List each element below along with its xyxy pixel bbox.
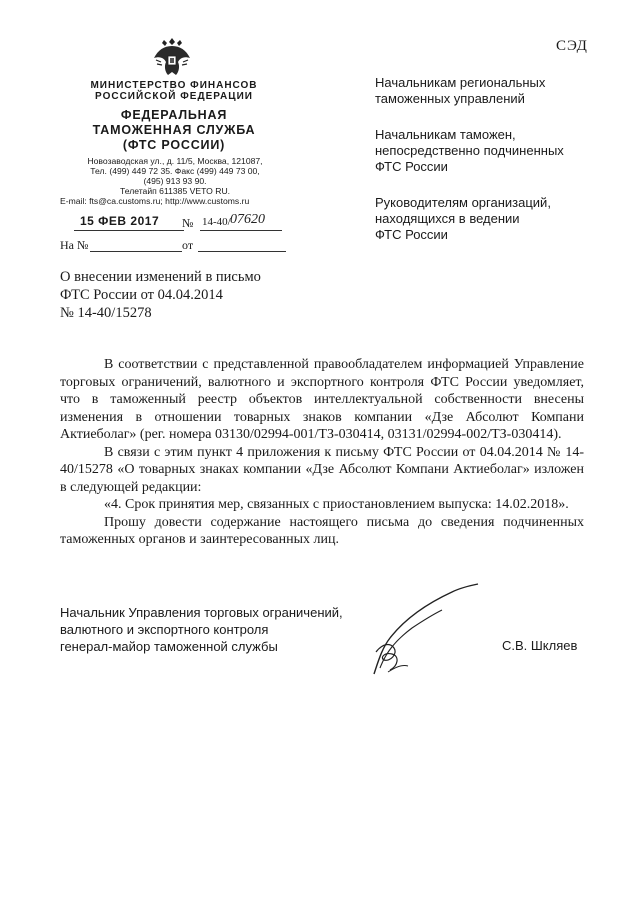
date-field bbox=[74, 214, 184, 231]
addressee-block bbox=[375, 127, 605, 175]
agency-line: (ФТС РОССИИ) bbox=[122, 138, 226, 152]
in-reply-label: На № bbox=[60, 238, 89, 252]
body-paragraph: «4. Срок принятия мер, связанных с приостановлением выпуска: 14.02.2018». bbox=[104, 497, 569, 512]
letter-body bbox=[60, 356, 584, 549]
number-handwritten: 07620 bbox=[230, 212, 265, 227]
contact-info bbox=[60, 156, 290, 206]
addressee-line: Начальникам региональных bbox=[375, 75, 546, 90]
subject-line: № 14-40/15278 bbox=[60, 305, 152, 321]
ministry-line: МИНИСТЕРСТВО ФИНАНСОВ bbox=[90, 80, 258, 91]
coat-of-arms-icon bbox=[152, 34, 192, 78]
signatory-name: С.В. Шкляев bbox=[502, 638, 578, 653]
from-label: от bbox=[182, 238, 194, 252]
subject-line: О внесении изменений в письмо bbox=[60, 269, 261, 285]
from-blank bbox=[198, 251, 286, 252]
in-reply-line bbox=[60, 238, 290, 256]
number-printed: 14-40/ bbox=[202, 216, 231, 228]
addressee-line: непосредственно подчиненных bbox=[375, 143, 564, 158]
addressee-line: Руководителям организаций, bbox=[375, 195, 551, 210]
addressee-block bbox=[375, 195, 605, 243]
letter-date: 15 ФЕВ 2017 bbox=[80, 214, 160, 228]
body-paragraph: В соответствии с представленной правообладателем информацией Управление торговых ограничений, валютного и экспортного контроля ФТС России уведомляет, что в таможенный реестр объектов интеллектуальной собственности внесены изменения в отношении товарных знаков компании «Дзе Абсолют Компани Актиеболаг» (рег. номера 03130/02994-001/ТЗ-030414, 03131/02994-002/ТЗ-030414). bbox=[60, 357, 584, 442]
addressee-line: ФТС России bbox=[375, 159, 448, 174]
body-paragraph: В связи с этим пункт 4 приложения к письму ФТС России от 04.04.2014 № 14-40/15278 «О товарных знаках компании «Дзе Абсолют Компани Актиеболаг» изложен в следующей редакции: bbox=[60, 444, 584, 495]
addressee-line: таможенных управлений bbox=[375, 91, 525, 106]
sed-stamp: СЭД bbox=[556, 38, 588, 54]
signatory-title-line: Начальник Управления торговых ограничений, bbox=[60, 605, 343, 620]
handwritten-signature bbox=[368, 582, 488, 682]
agency-line: ФЕДЕРАЛЬНАЯ bbox=[120, 108, 228, 122]
signatory-title bbox=[60, 604, 343, 655]
body-paragraph: Прошу довести содержание настоящего письма до сведения подчиненных таможенных органов и заинтересованных лиц. bbox=[60, 514, 584, 547]
subject-line: ФТС России от 04.04.2014 bbox=[60, 287, 223, 303]
number-field bbox=[200, 214, 282, 231]
addressee-line: находящихся в ведении bbox=[375, 211, 520, 226]
addressee-block bbox=[375, 75, 605, 107]
agency-name bbox=[78, 108, 270, 153]
addressees bbox=[375, 75, 605, 263]
contact-line: Новозаводская ул., д. 11/5, Москва, 121087, bbox=[87, 156, 263, 166]
contact-email-line: E-mail: fts@ca.customs.ru; http://www.customs.ru bbox=[60, 196, 250, 206]
contact-line: (495) 913 93 90. bbox=[143, 176, 207, 186]
signatory-title-line: генерал-майор таможенной службы bbox=[60, 639, 278, 654]
addressee-line: ФТС России bbox=[375, 227, 448, 242]
letter-date-number bbox=[60, 214, 290, 234]
number-label: № bbox=[182, 216, 194, 230]
in-reply-blank bbox=[90, 251, 182, 252]
addressee-line: Начальникам таможен, bbox=[375, 127, 516, 142]
signatory-title-line: валютного и экспортного контроля bbox=[60, 622, 269, 637]
ministry-name bbox=[78, 80, 270, 102]
ministry-line: РОССИЙСКОЙ ФЕДЕРАЦИИ bbox=[95, 91, 253, 102]
contact-line: Телетайп 611385 VETO RU. bbox=[119, 186, 231, 196]
agency-line: ТАМОЖЕННАЯ СЛУЖБА bbox=[92, 123, 256, 137]
contact-line: Тел. (499) 449 72 35. Факс (499) 449 73 00, bbox=[90, 166, 260, 176]
letter-subject bbox=[60, 268, 261, 322]
